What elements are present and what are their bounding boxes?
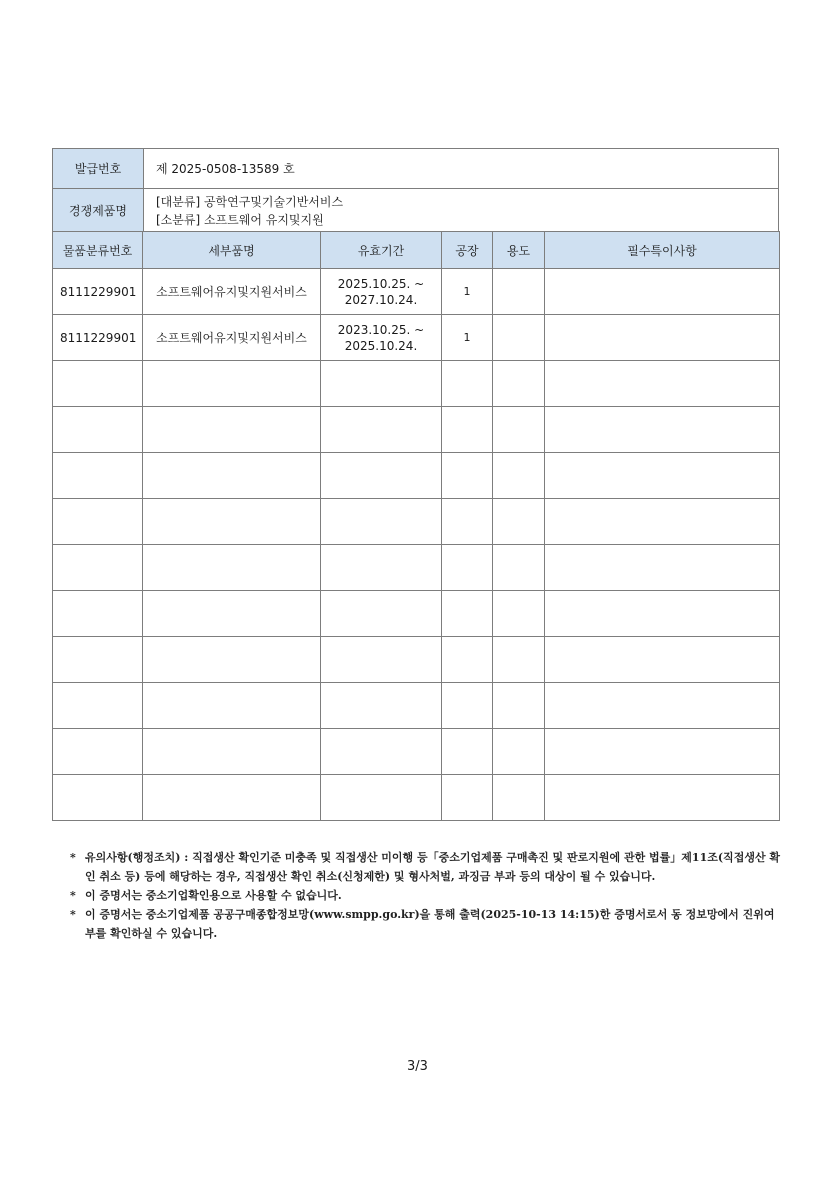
empty-cell: [143, 683, 321, 729]
empty-table-row: [53, 407, 780, 453]
empty-cell: [442, 683, 493, 729]
empty-cell: [545, 591, 780, 637]
empty-cell: [545, 407, 780, 453]
cell-item-name: 소프트웨어유지및지원서비스: [143, 269, 321, 315]
empty-cell: [53, 545, 143, 591]
empty-cell: [442, 407, 493, 453]
bullet-mark: *: [70, 889, 76, 902]
empty-cell: [442, 637, 493, 683]
empty-cell: [53, 683, 143, 729]
empty-cell: [493, 683, 545, 729]
cell-notes: [545, 315, 780, 361]
empty-cell: [545, 775, 780, 821]
empty-cell: [143, 407, 321, 453]
notice-item: [70, 848, 782, 886]
empty-cell: [442, 729, 493, 775]
notice-item: [70, 886, 782, 905]
issue-number-value: 제 2025-0508-13589 호: [144, 149, 779, 189]
empty-cell: [493, 545, 545, 591]
empty-cell: [493, 407, 545, 453]
cell-usage: [493, 269, 545, 315]
empty-cell: [143, 361, 321, 407]
empty-cell: [442, 545, 493, 591]
empty-cell: [493, 775, 545, 821]
cell-notes: [545, 269, 780, 315]
product-name-label: 경쟁제품명: [53, 189, 144, 233]
empty-cell: [53, 499, 143, 545]
notice-item: [70, 905, 782, 943]
column-header-factory: 공장: [442, 232, 493, 269]
bullet-mark: *: [70, 851, 76, 864]
empty-cell: [545, 729, 780, 775]
empty-cell: [143, 545, 321, 591]
empty-cell: [143, 637, 321, 683]
notice-section: [70, 848, 782, 943]
cell-factory: 1: [442, 269, 493, 315]
empty-table-row: [53, 683, 780, 729]
empty-table-row: [53, 361, 780, 407]
cell-validity: [321, 269, 442, 315]
issue-info-table: [52, 148, 779, 233]
validity-start: 2025.10.25. ~: [337, 276, 425, 291]
empty-cell: [321, 591, 442, 637]
empty-cell: [442, 361, 493, 407]
empty-cell: [321, 775, 442, 821]
empty-cell: [53, 591, 143, 637]
empty-table-row: [53, 729, 780, 775]
empty-cell: [321, 453, 442, 499]
cell-code: 8111229901: [53, 315, 143, 361]
product-major-category: [대분류] 공학연구및기술기반서비스: [156, 194, 344, 209]
empty-table-row: [53, 453, 780, 499]
table-header-row: [53, 232, 780, 269]
page-number: 3/3: [407, 1059, 428, 1074]
empty-cell: [493, 637, 545, 683]
empty-cell: [143, 499, 321, 545]
validity-end: 2025.10.24.: [344, 338, 418, 353]
product-name-value: [144, 189, 779, 233]
empty-cell: [442, 453, 493, 499]
empty-cell: [442, 775, 493, 821]
empty-cell: [493, 499, 545, 545]
empty-cell: [143, 591, 321, 637]
column-header-notes: 필수특이사항: [545, 232, 780, 269]
column-header-validity: 유효기간: [321, 232, 442, 269]
empty-cell: [545, 499, 780, 545]
notice-text: 이 증명서는 중소기업확인용으로 사용할 수 없습니다.: [85, 889, 342, 902]
empty-cell: [53, 453, 143, 499]
empty-cell: [321, 637, 442, 683]
empty-table-row: [53, 775, 780, 821]
column-header-code: 물품분류번호: [53, 232, 143, 269]
empty-cell: [545, 453, 780, 499]
cell-usage: [493, 315, 545, 361]
empty-cell: [493, 361, 545, 407]
empty-cell: [442, 591, 493, 637]
empty-cell: [143, 729, 321, 775]
empty-cell: [545, 637, 780, 683]
empty-cell: [53, 407, 143, 453]
empty-cell: [321, 499, 442, 545]
empty-cell: [493, 729, 545, 775]
empty-cell: [321, 361, 442, 407]
validity-end: 2027.10.24.: [344, 292, 418, 307]
product-items-table: [52, 231, 780, 821]
empty-cell: [545, 361, 780, 407]
notice-text: 이 증명서는 중소기업제품 공공구매종합정보망(www.smpp.go.kr)을 통해 출력(2025-10-13 14:15)한 증명서로서 동 정보망에서 진위여부를 확인하실 수 있습니다.: [85, 908, 775, 940]
empty-cell: [143, 775, 321, 821]
validity-start: 2023.10.25. ~: [337, 322, 425, 337]
empty-cell: [493, 453, 545, 499]
empty-cell: [545, 683, 780, 729]
empty-cell: [321, 545, 442, 591]
table-row: [53, 269, 780, 315]
empty-table-row: [53, 591, 780, 637]
empty-table-row: [53, 637, 780, 683]
empty-cell: [321, 683, 442, 729]
issue-number-label: 발급번호: [53, 149, 144, 189]
empty-cell: [53, 637, 143, 683]
cell-factory: 1: [442, 315, 493, 361]
empty-cell: [493, 591, 545, 637]
empty-cell: [53, 729, 143, 775]
cell-item-name: 소프트웨어유지및지원서비스: [143, 315, 321, 361]
empty-cell: [442, 499, 493, 545]
empty-cell: [545, 545, 780, 591]
empty-table-row: [53, 499, 780, 545]
column-header-item-name: 세부품명: [143, 232, 321, 269]
column-header-usage: 용도: [493, 232, 545, 269]
empty-cell: [53, 775, 143, 821]
cell-validity: [321, 315, 442, 361]
empty-cell: [321, 407, 442, 453]
empty-cell: [143, 453, 321, 499]
product-minor-category: [소분류] 소프트웨어 유지및지원: [156, 212, 324, 227]
empty-cell: [53, 361, 143, 407]
table-row: [53, 315, 780, 361]
empty-table-row: [53, 545, 780, 591]
notice-text: 유의사항(행정조치) : 직접생산 확인기준 미충족 및 직접생산 미이행 등「중소기업제품 구매촉진 및 판로지원에 관한 법률」제11조(직접생산 확인 취소 등) 등에 해당하는 경우, 직접생산 확인 취소(신청제한) 및 형사처벌, 과징금 부과 등의 대상이 될 수 있습니다.: [85, 851, 781, 883]
cell-code: 8111229901: [53, 269, 143, 315]
empty-cell: [321, 729, 442, 775]
bullet-mark: *: [70, 908, 76, 921]
